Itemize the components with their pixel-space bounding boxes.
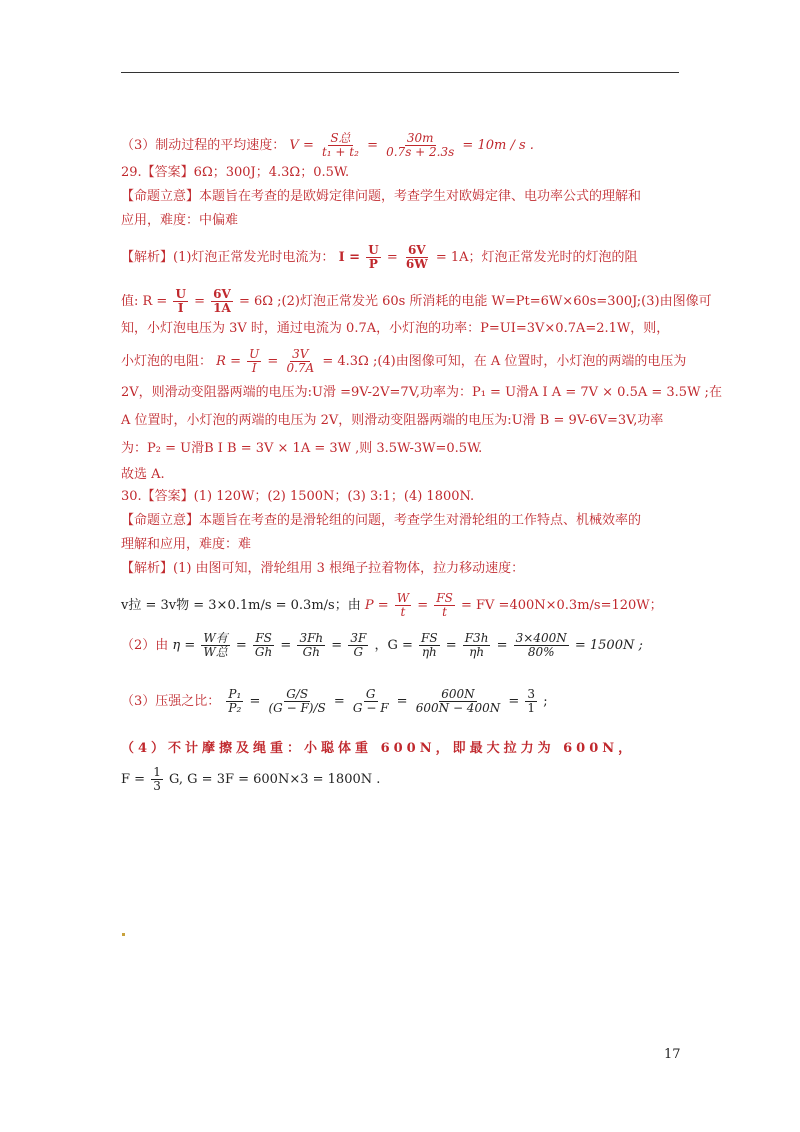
q29-solution-line5: 2V，则滑动变阻器两端的电压为:U滑 =9V-2V=7V,功率为：P₁ = U滑A I A = 7V × 0.5A = 3.5W ;在 [121, 385, 722, 400]
q29-solution-line7: 为：P₂ = U滑B I B = 3V × 1A = 3W ,则 3.5W-3W=0.5W. [121, 441, 483, 456]
part3-avg-speed: （3）制动过程的平均速度： V = $\frac{\text{S总}}{\text{t₁ + t₂}}$ = $\frac{30m}{0.7s + 2.3s}$ = 10m / s . [121, 131, 534, 159]
fraction: $\frac{FS}{t}$ [436, 591, 453, 619]
q30-answer: 30.【答案】(1) 120W；(2) 1500N；(3) 3:1；(4) 1800N. [121, 489, 475, 504]
fraction: $\frac{3}{1}$ [527, 687, 536, 715]
fraction: $\frac{W}{t}$ [396, 591, 410, 619]
fraction: $\frac{6V}{1A}$ [213, 287, 231, 315]
fraction: $\frac{\text{W有}}{\text{W总}}$ [203, 631, 228, 659]
q29-solution-line4: 小灯泡的电阻： R = $\frac{U}{I}$ = $\frac{3V}{0.7A}$ = 4.3Ω ;(4)由图像可知，在 A 位置时，小灯泡的两端的电压为 [121, 347, 687, 375]
q29-answer: 29.【答案】6Ω；300J；4.3Ω；0.5W. [121, 165, 350, 180]
fraction: $\frac{U}{P}$ [368, 243, 379, 271]
q30-intent-line1: 【命题立意】本题旨在考查的是滑轮组的问题，考查学生对滑轮组的工作特点、机械效率的 [121, 513, 642, 528]
fraction: $\frac{600N}{600N - 400N}$ [415, 687, 501, 715]
decorative-dot [122, 933, 125, 936]
formula-v: V = [289, 138, 314, 153]
page-number: 17 [664, 1047, 681, 1062]
q30-solution-line1: 【解析】(1) 由图可知，滑轮组用 3 根绳子拉着物体，拉力移动速度： [121, 561, 525, 576]
q30-intent-line2: 理解和应用，难度：难 [121, 537, 252, 552]
fraction: $\frac{3F}{G}$ [350, 631, 367, 659]
fraction: $\frac{3V}{0.7A}$ [286, 347, 315, 375]
q29-solution-line6: A 位置时，小灯泡的两端的电压为 2V，则滑动变阻器两端的电压为:U滑 B = 9V-6V=3V,功率 [121, 413, 664, 428]
part3-label: （3）制动过程的平均速度： [121, 138, 286, 153]
fraction: $\frac{F3h}{\eta h}$ [464, 631, 489, 659]
q29-solution-line3: 知，小灯泡电压为 3V 时，通过电流为 0.7A，小灯泡的功率：P=UI=3V×0.7A=2.1W，则， [121, 321, 670, 336]
fraction: $\frac{3\times 400N}{80\%}$ [515, 631, 567, 659]
fraction: $\frac{G}{G - F}$ [352, 687, 389, 715]
q29-intent-line2: 应用，难度：中偏难 [121, 213, 239, 228]
q30-solution-line6: F = $\frac{1}{3}$ G, G = 3F = 600N×3 = 1800N . [121, 765, 381, 793]
fraction: $\frac{3Fh}{Gh}$ [299, 631, 324, 659]
fraction: $\frac{1}{3}$ [153, 765, 161, 793]
fraction: $\frac{FS}{\eta h}$ [421, 631, 438, 659]
q30-solution-line2: v拉 = 3v物 = 3×0.1m/s = 0.3m/s；由 P = $\frac{W}{t}$ = $\frac{FS}{t}$ = FV =400N×0.3m/s=120W； [121, 591, 663, 619]
fraction: $\frac{6V}{6W}$ [405, 243, 428, 271]
fraction: $\frac{U}{I}$ [249, 347, 260, 375]
fraction: $\frac{30m}{0.7s + 2.3s}$ [386, 131, 455, 159]
q30-solution-line4: （3）压强之比： $\frac{\text{P₁}}{\text{P₂}}$ = $\frac{G/S}{(G - F)/S}$ = $\frac{G}{G - F}$ = $\frac{600N}{600N - 400N}$ = $\frac{3}{1}$ ; [121, 687, 548, 715]
fraction: $\frac{U}{I}$ [175, 287, 186, 315]
fraction: $\frac{\text{P₁}}{\text{P₂}}$ [228, 687, 242, 715]
q29-solution-line1: 【解析】(1)灯泡正常发光时电流为： I = $\frac{U}{P}$ = $\frac{6V}{6W}$ = 1A；灯泡正常发光时的灯泡的阻 [121, 243, 638, 271]
fraction: $\frac{FS}{Gh}$ [254, 631, 273, 659]
header-rule [121, 72, 679, 73]
fraction: $\frac{\text{S总}}{\text{t₁ + t₂}}$ [321, 131, 359, 159]
q29-choose: 故选 A. [121, 467, 165, 482]
q30-solution-line5: （4）不计摩擦及绳重：小聪体重 600N，即最大拉力为 600N， [121, 741, 636, 756]
fraction: $\frac{G/S}{(G - F)/S}$ [268, 687, 326, 715]
q29-solution-line2: 值: R = $\frac{U}{I}$ = $\frac{6V}{1A}$ = 6Ω ;(2)灯泡正常发光 60s 所消耗的电能 W=Pt=6W×60s=300J;(3)由图像可 [121, 287, 712, 315]
q29-intent-line1: 【命题立意】本题旨在考查的是欧姆定律问题，考查学生对欧姆定律、电功率公式的理解和 [121, 189, 642, 204]
q30-solution-line3: （2）由 η = $\frac{\text{W有}}{\text{W总}}$ = $\frac{FS}{Gh}$ = $\frac{3Fh}{Gh}$ = $\frac{3F}{G}$ ，G = $\frac{FS}{\eta h}$ = $\frac{F3h}{\eta h}$ = $\frac{3\times 400N}{80\%}$ = 1500N ; [121, 631, 643, 659]
